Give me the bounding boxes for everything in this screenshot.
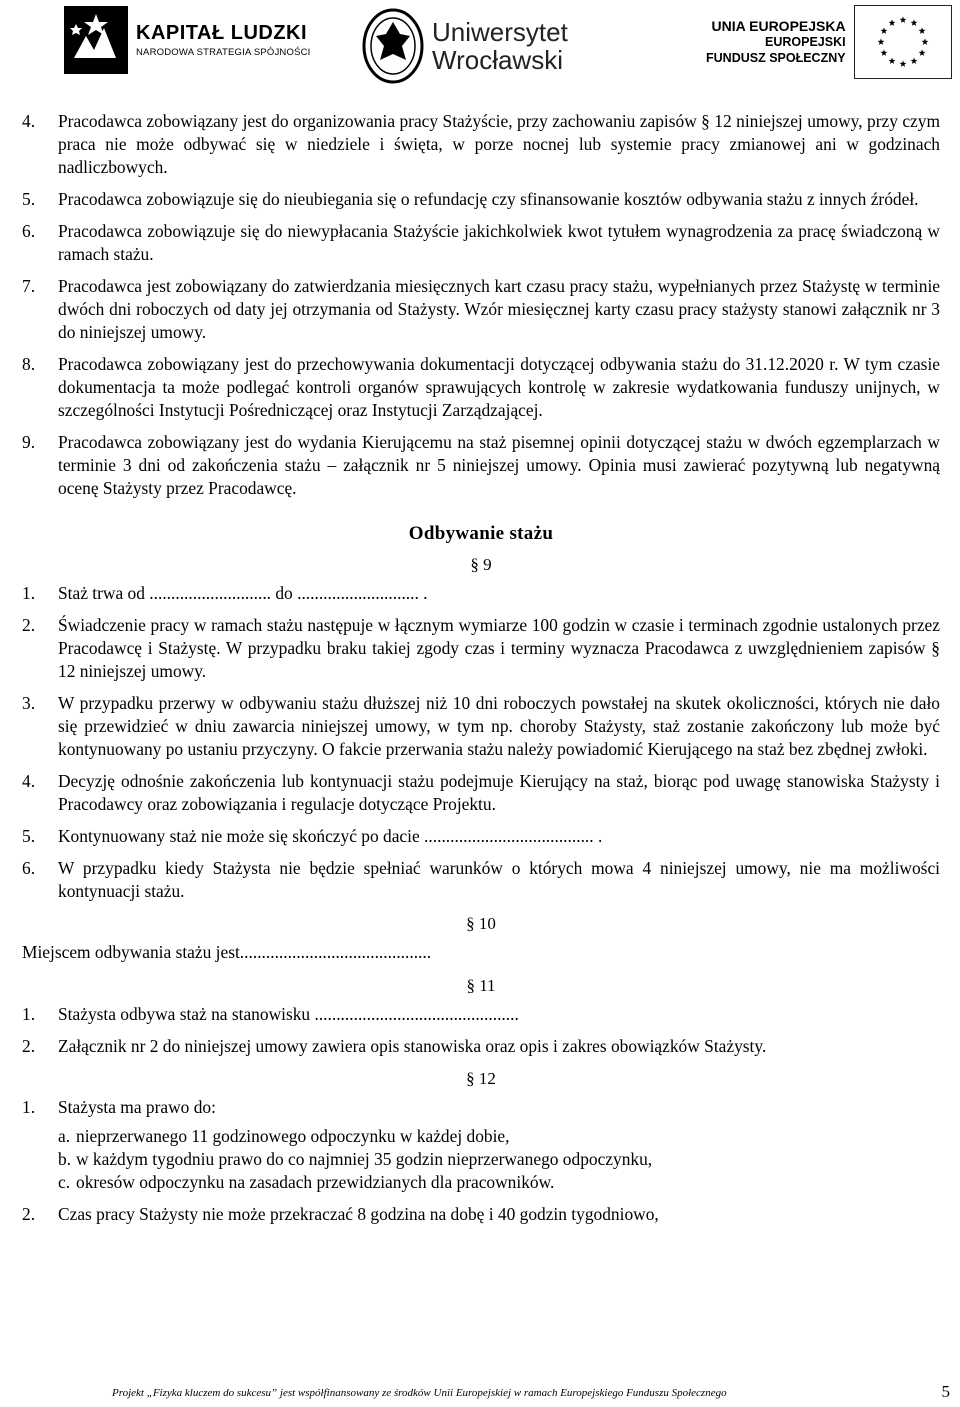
item-text: Pracodawca zobowiązany jest do wydania Kierującemu na staż pisemnej opinii dotyczącej stażu w dwóch egzemplarzach w terminie 3 dni od zakończenia stażu – załącznik nr 5 niniejszej umowy. Opinia musi zawierać pozytywną lub negatywną ocenę Stażysty przez Pracodawcę. <box>58 432 940 498</box>
stanowisko-list <box>22 1003 940 1058</box>
list-item <box>22 1203 940 1226</box>
item-number: a. <box>58 1126 71 1146</box>
document-body <box>22 110 940 1235</box>
uniwersytet-logo <box>362 6 568 86</box>
section-title: Odbywanie stażu <box>408 523 554 544</box>
uwr-line1: Uniwersytet <box>432 17 568 47</box>
eu-star-icon <box>888 19 895 26</box>
eu-star-icon <box>918 27 925 34</box>
place-of-internship-line: Miejscem odbywania stażu jest............................................ <box>22 942 432 962</box>
list-item <box>22 353 940 422</box>
list-item <box>58 1125 940 1148</box>
stazysta-rights-list <box>22 1096 940 1226</box>
list-item <box>22 110 940 179</box>
list-item <box>22 582 940 605</box>
eu-star-icon <box>880 27 887 34</box>
item-text: Pracodawca zobowiązuje się do niewypłacania Stażyście jakichkolwiek kwot tytułem wynagrodzenia za pracę świadczoną w ramach stażu. <box>58 221 940 264</box>
item-text: Świadczenie pracy w ramach stażu następuje w łącznym wymiarze 100 godzin w czasie i terminach zgodnie ustalonych przez Pracodawcę i Stażystę. W przypadku braku takiej zgody czas i terminy wyznacza Pracodawca z uwzględnieniem zapisów § 12 niniejszej umowy. <box>58 615 940 681</box>
list-item <box>22 431 940 500</box>
page-footer <box>112 1384 952 1406</box>
item-number: 2. <box>22 1204 36 1224</box>
list-item <box>22 614 940 683</box>
item-number: 9. <box>22 432 36 452</box>
item-number: 1. <box>22 1097 36 1117</box>
item-text: Stażysta odbywa staż na stanowisku ............................................... <box>58 1004 519 1024</box>
paragraph-12-mark: § 12 <box>466 1069 496 1088</box>
item-text: nieprzerwanego 11 godzinowego odpoczynku w każdej dobie, <box>76 1126 510 1146</box>
list-item <box>22 692 940 761</box>
ue-line2: EUROPEJSKI <box>765 35 846 49</box>
item-number: 6. <box>22 858 36 878</box>
item-text: Czas pracy Stażysty nie może przekraczać 8 godzina na dobę i 40 godzin tygodniowo, <box>58 1204 659 1224</box>
list-item <box>58 1171 940 1194</box>
item-text: w każdym tygodniu prawo do co najmniej 35 godzin nieprzerwanego odpoczynku, <box>76 1149 653 1169</box>
item-text: Kontynuowany staż nie może się skończyć po dacie ....................................... . <box>58 826 603 846</box>
page-number: 5 <box>941 1382 950 1401</box>
ue-line3: FUNDUSZ SPOŁECZNY <box>706 51 846 65</box>
eu-flag-icon <box>854 5 952 79</box>
item-text: Pracodawca zobowiązany jest do organizowania pracy Stażyście, przy zachowaniu zapisów § 12 niniejszej umowy, przy czym praca nie może odbywać się w niedziele i święta, w porze nocnej lub systemie pracy zmianowej ani w godzinach nadliczbowych. <box>58 111 940 177</box>
list-item <box>22 220 940 266</box>
list-item <box>22 275 940 344</box>
eu-star-icon <box>910 57 917 64</box>
eu-star-icon <box>899 16 906 23</box>
ue-line1: UNIA EUROPEJSKA <box>711 18 846 34</box>
item-text: Załącznik nr 2 do niniejszej umowy zawiera opis stanowiska oraz opis i zakres obowiązków Stażysty. <box>58 1036 767 1056</box>
item-number: 5. <box>22 189 36 209</box>
paragraph-11-mark: § 11 <box>466 976 496 995</box>
eu-star-icon <box>899 60 906 67</box>
uwr-line2: Wrocławski <box>432 45 563 75</box>
item-text: Stażysta ma prawo do: <box>58 1097 216 1117</box>
page-header <box>0 0 960 90</box>
eu-logo <box>706 6 952 78</box>
item-number: 2. <box>22 1036 36 1056</box>
pracodawca-obligations-list <box>22 110 940 500</box>
list-item <box>22 1096 940 1194</box>
item-text: W przypadku kiedy Stażysta nie będzie spełniać warunków o których mowa 4 niniejszej umowy, nie ma możliwości kontynuacji stażu. <box>58 858 940 901</box>
list-item <box>22 188 940 211</box>
eu-star-icon <box>877 38 884 45</box>
list-item <box>22 1003 940 1026</box>
item-text: Pracodawca zobowiązany jest do przechowywania dokumentacji dotyczącej odbywania stażu do 31.12.2020 r. W tym czasie dokumentacja ta może podlegać kontroli organów sprawujących kontrolę w zakresie wydatkowania funduszy unijnych, w szczególności Instytucji Pośredniczącej oraz Instytucji Zarządzającej. <box>58 354 940 420</box>
eu-star-icon <box>918 49 925 56</box>
kl-title: KAPITAŁ LUDZKI <box>136 22 308 44</box>
item-number: 5. <box>22 826 36 846</box>
item-number: 7. <box>22 276 36 296</box>
item-number: b. <box>58 1149 72 1169</box>
odbywanie-stazu-list <box>22 582 940 903</box>
university-crest-icon <box>362 8 424 84</box>
eu-star-icon <box>910 19 917 26</box>
item-number: 4. <box>22 111 36 131</box>
list-item <box>22 857 940 903</box>
footer-text: Projekt „Fizyka kluczem do sukcesu” jest współfinansowany ze środków Unii Europejskiej w ramach Europejskiego Funduszu Społecznego <box>112 1387 727 1399</box>
list-item <box>22 770 940 816</box>
item-text: Decyzję odnośnie zakończenia lub kontynuacji stażu podejmuje Kierujący na staż, biorąc pod uwagę stanowiska Stażysty i Pracodawcy oraz zobowiązania i regulacje dotyczące Projektu. <box>58 771 940 814</box>
item-text: Pracodawca zobowiązuje się do nieubiegania się o refundację czy sfinansowanie kosztów odbywania stażu z innych źródeł. <box>58 189 919 209</box>
item-number: 1. <box>22 1004 36 1024</box>
item-number: 6. <box>22 221 36 241</box>
paragraph-10-mark: § 10 <box>466 914 496 933</box>
item-number: 2. <box>22 615 36 635</box>
item-text: Staż trwa od ............................ do ............................ . <box>58 583 428 603</box>
eu-star-icon <box>921 38 928 45</box>
item-number: 8. <box>22 354 36 374</box>
kapital-ludzki-logo <box>64 6 311 74</box>
paragraph-9-mark: § 9 <box>470 555 492 574</box>
kl-subtitle: NARODOWA STRATEGIA SPÓJNOŚCI <box>136 47 311 58</box>
item-text: W przypadku przerwy w odbywaniu stażu dłuższej niż 10 dni roboczych powstałej na skutek okoliczności, których nie dało się przewidzieć w dniu zawarcia niniejszej umowy, w tym np. choroby Stażysty, staż zostanie zakończony lub może być kontynuowany po ustaniu przyczyny. O fakcie przerwania stażu należy powiadomić Kierującego na staż bez zbędnej zwłoki. <box>58 693 940 759</box>
item-text: okresów odpoczynku na zasadach przewidzianych dla pracowników. <box>76 1172 555 1192</box>
eu-star-icon <box>880 49 887 56</box>
rights-sublist <box>58 1125 940 1194</box>
item-text: Pracodawca jest zobowiązany do zatwierdzania miesięcznych kart czasu pracy stażu, wypełnianych przez Stażystę w terminie dwóch dni roboczych od daty jej otrzymania od Stażysty. Wzór miesięcznej karty czasu pracy stażysty stanowi załącznik nr 3 do niniejszej umowy. <box>58 276 940 342</box>
item-number: 1. <box>22 583 36 603</box>
item-number: 3. <box>22 693 36 713</box>
item-number: c. <box>58 1172 71 1192</box>
kapital-ludzki-emblem <box>64 6 128 74</box>
list-item <box>22 1035 940 1058</box>
eu-star-icon <box>888 57 895 64</box>
list-item <box>58 1148 940 1171</box>
list-item <box>22 825 940 848</box>
item-number: 4. <box>22 771 36 791</box>
